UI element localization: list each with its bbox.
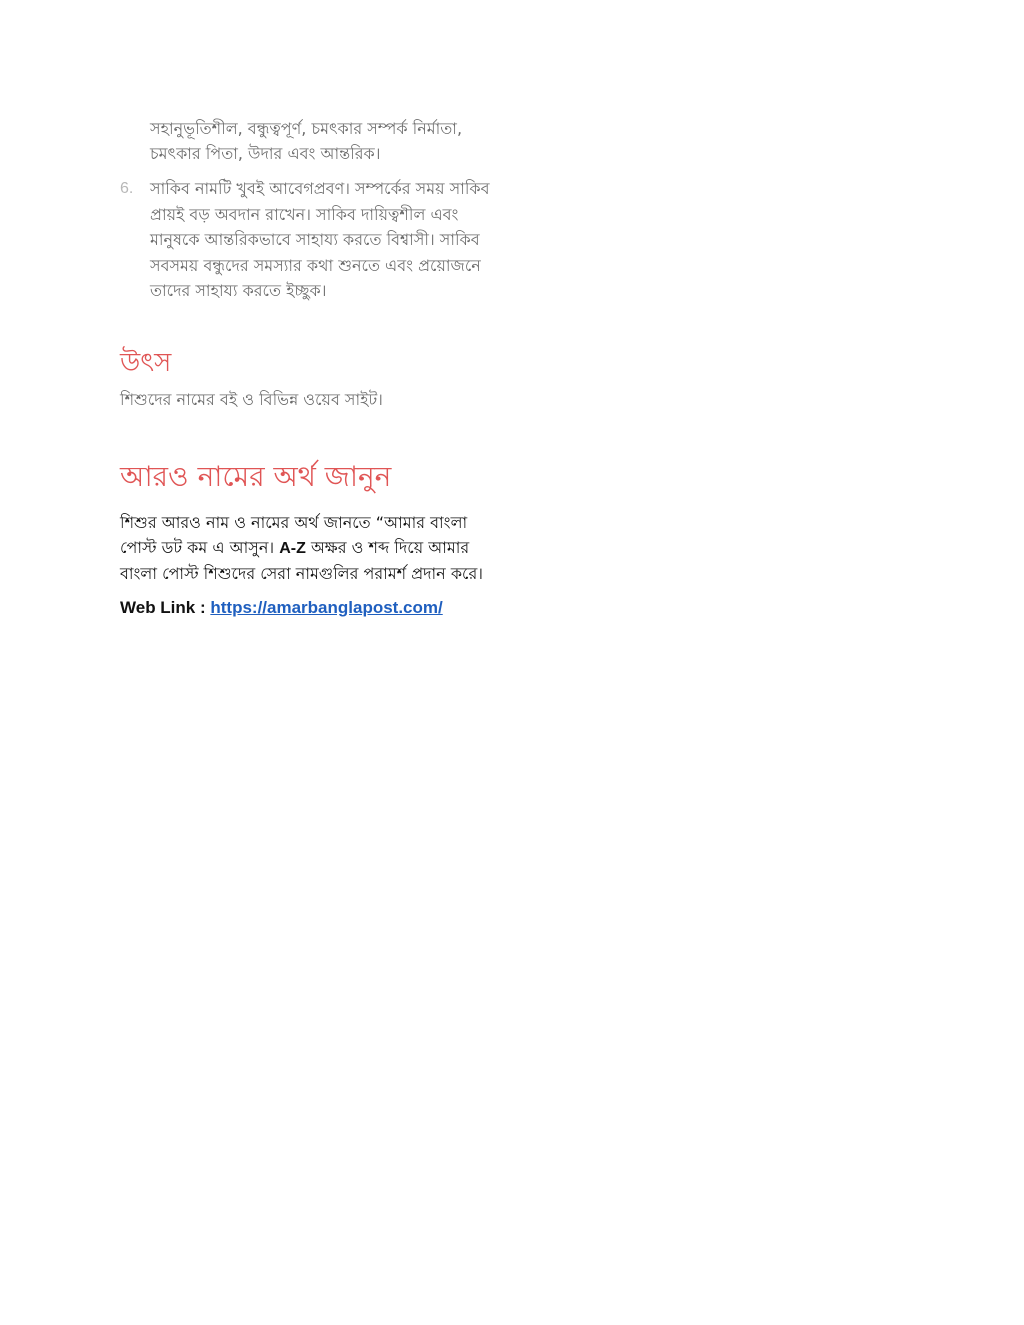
more-names-paragraph <box>120 510 490 586</box>
weblink-label: Web Link : <box>120 597 211 617</box>
list-item-number: 6. <box>120 180 134 197</box>
source-text: শিশুদের নামের বই ও বিভিন্ন ওয়েব সাইট। <box>120 389 383 409</box>
list-item <box>120 176 490 304</box>
more-names-paragraph-part2: অক্ষর ও শব্দ দিয়ে আমার বাংলা পোস্ট শিশুদের সেরা নামগুলির পরামর্শ প্রদান করে। <box>120 537 483 583</box>
list-item-text: সাকিব নামটি খুবই আবেগপ্রবণ। সম্পর্কের সময় সাকিব প্রায়ই বড় অবদান রাখেন। সাকিব দায়িত্বশীল এবং মানুষকে আন্তরিকভাবে সাহায্য করতে বিশ্বাসী। সাকিব সবসময় বন্ধুদের সমস্যার কথা শুনতে এবং প্রয়োজনে তাদের সাহায্য করতে ইচ্ছুক। <box>150 179 490 300</box>
more-names-paragraph-part1: শিশুর আরও নাম ও নামের অর্থ জানতে “আমার বাংলা পোস্ট ডট কম এ আসুন। <box>120 512 468 557</box>
continued-text-line-2: চমৎকার পিতা, উদার এবং আন্তরিক। <box>150 144 381 163</box>
continued-text-line-1: সহানুভূতিশীল, বন্ধুত্বপূর্ণ, চমৎকার সম্পর্ক নির্মাতা, <box>150 119 463 138</box>
numbered-list <box>120 176 490 304</box>
content-column <box>120 116 490 620</box>
more-names-heading: আরও নামের অর্থ জানুন <box>120 459 392 493</box>
source-heading: উৎস <box>120 347 172 378</box>
weblink-line <box>120 596 490 620</box>
more-names-paragraph-bold: A-Z <box>279 539 306 557</box>
weblink-url-link[interactable]: https://amarbanglapost.com/ <box>210 597 443 617</box>
